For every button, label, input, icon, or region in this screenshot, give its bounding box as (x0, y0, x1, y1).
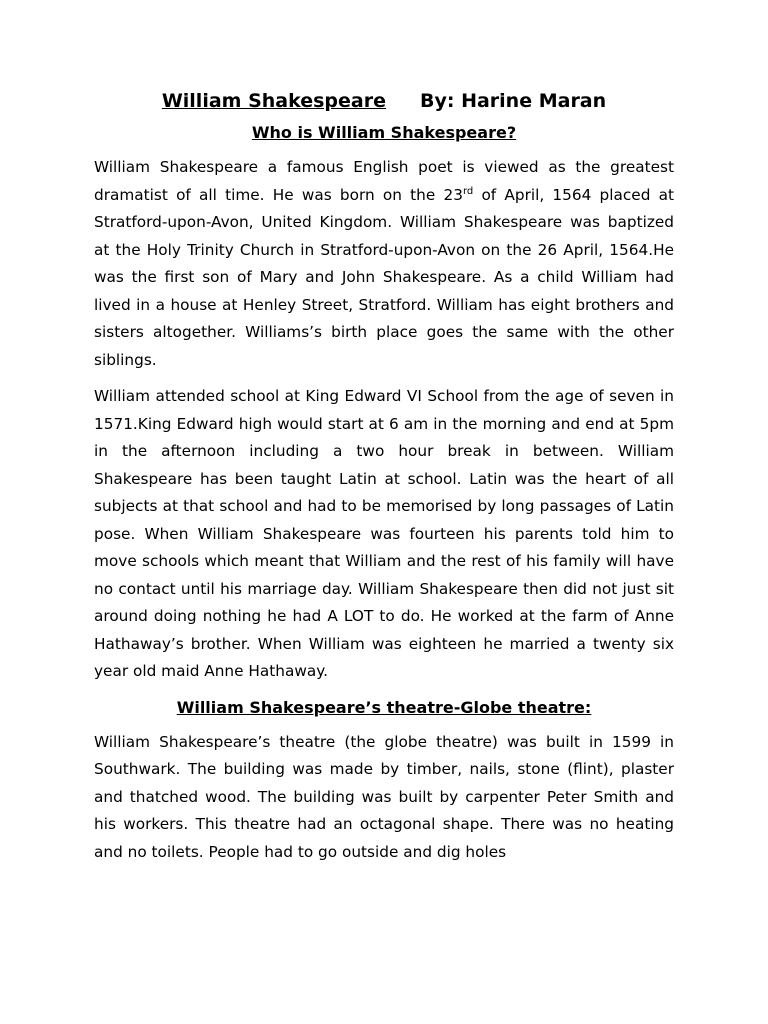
paragraph-birth (94, 154, 674, 374)
paragraph-birth-part1: William Shakespeare a famous English poet is viewed as the greatest dramatist of all time. He was born on the 23 (94, 158, 674, 204)
title-row (94, 86, 674, 116)
section-heading-who: Who is William Shakespeare? (251, 123, 517, 142)
document-page (94, 86, 674, 875)
paragraph-birth-part2: of April, 1564 placed at Stratford-upon-Avon, United Kingdom. William Shakespeare was baptized at the Holy Trinity Church in Stratford-upon-Avon on the 26 April, 1564.He was the first son of Mary and John Shakespeare. As a child William had lived in a house at Henley Street, Stratford. William has eight brothers and sisters altogether. Williams’s birth place goes the same with the other siblings. (94, 185, 674, 369)
document-author: By: Harine Maran (420, 90, 607, 112)
paragraph-globe: William Shakespeare’s theatre (the globe theatre) was built in 1599 in Southwark. The building was made by timber, nails, stone (flint), plaster and thatched wood. The building was built by carpenter Peter Smith and his workers. This theatre had an octagonal shape. There was no heating and no toilets. People had to go outside and dig holes (94, 732, 674, 861)
paragraph-school: William attended school at King Edward VI School from the age of seven in 1571.King Edward high would start at 6 am in the morning and end at 5pm in the afternoon including a two hour break in between. William Shakespeare has been taught Latin at school. Latin was the heart of all subjects at that school and had to be memorised by long passages of Latin pose. When William Shakespeare was fourteen his parents told him to move schools which meant that William and the rest of his family will have no contact until his marriage day. William Shakespeare then did not just sit around doing nothing he had A LOT to do. He worked at the farm of Anne Hathaway’s brother. When William was eighteen he married a twenty six year old maid Anne Hathaway. (94, 387, 674, 680)
document-title: William Shakespeare (161, 90, 386, 112)
section-heading-globe: William Shakespeare’s theatre-Globe theatre: (176, 697, 592, 717)
ordinal-superscript: rd (462, 185, 474, 197)
